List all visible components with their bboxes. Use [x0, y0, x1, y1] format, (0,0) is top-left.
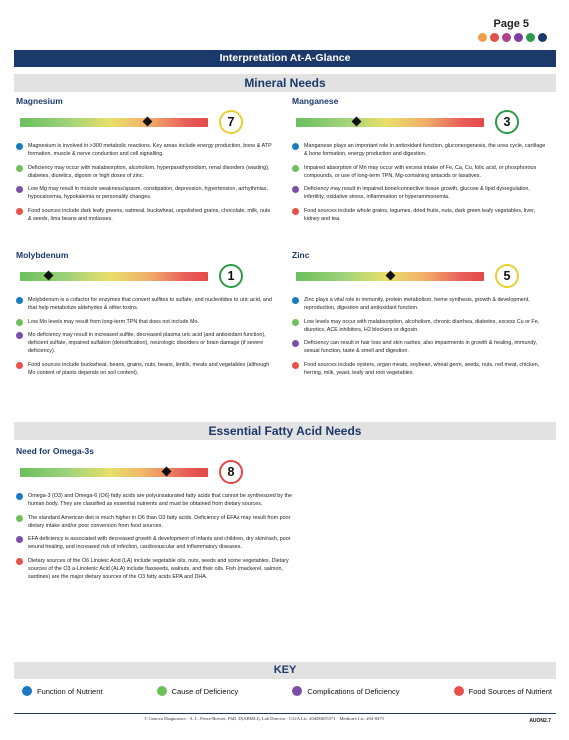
score-bar-row	[16, 264, 272, 294]
bullet-food-icon	[16, 558, 23, 565]
score-circle: 8	[219, 460, 243, 484]
score-circle: 7	[219, 110, 243, 134]
nutrient-name: Zinc	[292, 250, 310, 260]
note-cause	[16, 164, 272, 181]
score-bar-row	[16, 110, 272, 140]
bullet-function-icon	[292, 143, 299, 150]
nutrient-zinc	[292, 250, 548, 382]
note-text: Deficiency can result in hair loss and skin rashes, also impairments in growth & healing, immunity, sexual function, taste & smell and digestion.	[304, 340, 537, 355]
key-item-function	[22, 686, 102, 696]
key-food-icon	[454, 686, 464, 696]
note-text: Molybdenum is a cofactor for enzymes that convert sulfites to sulfate, and nucleotides to uric acid, and that help metabolize aldehydes & other toxins.	[28, 297, 272, 312]
note-complications	[292, 339, 548, 356]
brand-dot	[490, 33, 499, 42]
brand-dot	[526, 33, 535, 42]
note-text: Omega-3 (O3) and Omega-6 (O6) fatty acids are polyunsaturated fatty acids that cannot be synthesized by the human body. They are classified as essential nutrients and must be obtained from dietary sources.	[28, 493, 292, 508]
bullet-function-icon	[292, 297, 299, 304]
key-label: Food Sources of Nutrient	[468, 686, 552, 696]
brand-dot	[538, 33, 547, 42]
gradient-scale-bar	[296, 118, 484, 127]
nutrient-notes	[292, 296, 548, 377]
gradient-scale-bar	[20, 468, 208, 477]
nutrient-magnesium	[16, 96, 272, 228]
key-item-food	[454, 686, 552, 696]
note-cause	[16, 514, 306, 531]
bullet-cause-icon	[292, 165, 299, 172]
bullet-complications-icon	[16, 186, 23, 193]
note-food	[16, 361, 272, 378]
bullet-cause-icon	[16, 319, 23, 326]
bullet-food-icon	[292, 208, 299, 215]
key-complications-icon	[292, 686, 302, 696]
note-text: Low Mo levels may result from long-term TPN that does not include Mo.	[28, 318, 199, 325]
note-cause	[16, 318, 272, 326]
bullet-cause-icon	[292, 319, 299, 326]
bullet-function-icon	[16, 493, 23, 500]
note-food	[292, 207, 548, 224]
note-text: Dietary sources of the O6 Linoleic Acid (LA) include vegetable oils, nuts, seeds and some vegetables. Dietary sources of the O3 a-Linolenic Acid (ALA) include flaxseeds, walnuts, and their oils. Fish (mackerel, salmon, sardines) are the major dietary sources of the O3 fatty acids EPA and DHA.	[28, 557, 289, 581]
score-circle: 3	[495, 110, 519, 134]
bullet-complications-icon	[292, 186, 299, 193]
nutrient-name: Molybdenum	[16, 250, 69, 260]
score-circle: 1	[219, 264, 243, 288]
bullet-cause-icon	[16, 515, 23, 522]
nutrient-omega-3	[16, 446, 306, 587]
footer-divider	[14, 713, 556, 714]
score-circle: 5	[495, 264, 519, 288]
nutrient-notes	[16, 142, 272, 223]
note-complications	[16, 185, 272, 202]
key-function-icon	[22, 686, 32, 696]
nutrient-molybdenum	[16, 250, 272, 382]
note-cause	[292, 318, 548, 335]
report-code: AUON2.7	[529, 718, 551, 724]
key-label: Complications of Deficiency	[307, 686, 400, 696]
note-cause	[292, 164, 548, 181]
score-bar-row	[292, 264, 548, 294]
key-cause-icon	[157, 686, 167, 696]
key-legend	[22, 686, 552, 696]
nutrient-name: Manganese	[292, 96, 339, 106]
nutrient-name: Need for Omega-3s	[16, 446, 94, 456]
brand-dot	[502, 33, 511, 42]
mineral-needs-title: Mineral Needs	[14, 74, 556, 92]
nutrient-manganese	[292, 96, 548, 228]
note-function	[292, 296, 548, 313]
bullet-food-icon	[16, 208, 23, 215]
note-text: Manganese plays an important role in antioxidant function, gluconeogenesis, the urea cycle, cartilage & bone formation, energy production and digestion.	[304, 143, 546, 158]
key-title: KEY	[14, 662, 556, 679]
note-text: EFA deficiency is associated with decreased growth & development of infants and children, dry skin/rash, poor wound healing, and increased risk of infection, cardiovascular and inflammatory diseases.	[28, 536, 291, 551]
footer-text: © Genova Diagnostics · A. L. Peace-Brewer, PhD, D(ABMLI), Lab Director · CLIA Lic. #34D0655571 · Medicare Lic. #34-8475	[144, 716, 384, 721]
page-number: Page 5	[493, 18, 529, 30]
note-food	[16, 557, 306, 582]
note-text: Low Mg may result in muscle weakness/spasm, constipation, depression, hypertension, arrhythmias, hypocalcemia, hypokalemia or personality changes.	[28, 186, 268, 201]
brand-dot	[514, 33, 523, 42]
bullet-function-icon	[16, 297, 23, 304]
note-text: Impaired absorption of Mn may occur with excess intake of Fe, Ca, Cu, folic acid, or phosphorous compounds, or use of long-term TPN, Mg-containing antacids or laxatives.	[304, 164, 537, 179]
note-text: Food sources include dark leafy greens, oatmeal, buckwheat, unpolished grains, chocolate, milk, nuts & seeds, lima beans and molasses.	[28, 207, 271, 223]
bullet-food-icon	[16, 362, 23, 369]
note-function	[16, 492, 306, 509]
key-label: Function of Nutrient	[37, 686, 103, 696]
gradient-scale-bar	[20, 118, 208, 127]
note-text: Food sources include oysters, organ meats, soybean, wheat germ, seeds, nuts, red meat, chicken, herring, milk, yeast, leafy and root vegetables.	[304, 361, 540, 377]
nutrient-name: Magnesium	[16, 96, 63, 106]
note-text: Low levels may occur with malabsorption, alcoholism, chronic diarrhea, diabetes, excess Cu or Fe, diuretics, ACE inhibitors, H2 blockers or digoxin.	[304, 318, 540, 333]
note-food	[292, 361, 548, 378]
brand-dots	[478, 33, 547, 42]
key-item-complications	[292, 686, 399, 696]
note-text: Magnesium is involved in >300 metabolic reactions. Key areas include energy production, bone & ATP formation, muscle & nerve conduction and cell signalling.	[28, 143, 272, 158]
note-text: The standard American diet is much higher in O6 than O3 fatty acids. Deficiency of EFAs may result from poor dietary intake and/or poor conversion from food sources.	[28, 514, 291, 529]
note-complications	[16, 535, 306, 552]
brand-dot	[478, 33, 487, 42]
note-food	[16, 207, 272, 224]
note-function	[292, 142, 548, 159]
nutrient-notes	[16, 296, 272, 377]
nutrient-notes	[292, 142, 548, 223]
note-text: Mo deficiency may result in increased sulfite, decreased plasma uric acid (and antioxidant function), deficient sulfate, impaired sulfation (detoxification), neurologic disorders or brain damage (if severe deficiency).	[28, 331, 266, 355]
note-text: Deficiency may occur with malabsorption, alcoholism, hyperparathyroidism, renal disorders (wasting), diabetes, diuretics, digoxin or high doses of zinc.	[28, 164, 270, 179]
bullet-complications-icon	[292, 340, 299, 347]
key-label: Cause of Deficiency	[171, 686, 239, 696]
nutrient-notes	[16, 492, 306, 582]
note-function	[16, 296, 272, 313]
bullet-complications-icon	[16, 332, 23, 339]
note-function	[16, 142, 272, 159]
efa-needs-title: Essential Fatty Acid Needs	[14, 422, 556, 440]
note-complications	[16, 331, 272, 356]
bullet-function-icon	[16, 143, 23, 150]
note-text: Deficiency may result in impaired bone/connective tissue growth, glucose & lipid dysregulation, infertility, oxidative stress, inflammation or hyperammonemia.	[304, 186, 530, 201]
page-title-banner: Interpretation At-A-Glance	[14, 50, 556, 67]
score-bar-row	[16, 460, 306, 490]
score-bar-row	[292, 110, 548, 140]
note-text: Food sources include whole grains, legumes, dried fruits, nuts, dark green leafy vegetables, liver, kidney and tea.	[304, 207, 536, 223]
bullet-cause-icon	[16, 165, 23, 172]
key-item-cause	[157, 686, 239, 696]
note-text: Food sources include buckwheat, beans, grains, nuts, beans, lentils, meats and vegetables (although Mo content of plants depends on soil content).	[28, 361, 270, 377]
bullet-complications-icon	[16, 536, 23, 543]
note-complications	[292, 185, 548, 202]
bullet-food-icon	[292, 362, 299, 369]
note-text: Zinc plays a vital role in immunity, protein metabolism, heme synthesis, growth & development, reproduction, digestion and antioxidant function.	[304, 297, 530, 312]
